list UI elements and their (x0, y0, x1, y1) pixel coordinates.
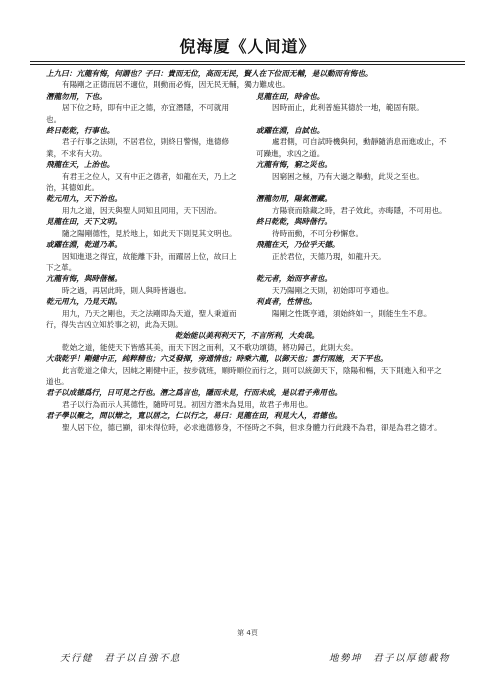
commentary-line: 方陽衰而陰藏之時，君子效此，亦晦隱，不可用也。 (272, 205, 447, 215)
commentary-line: 因時而止，此利普施其德於一地，範固有限。 (272, 103, 424, 113)
verse-line: 或躍在淵，自試也。 (256, 126, 325, 136)
commentary-line: 因知進退之得宜，故能離下卦，而躍居上位，故曰上下之革。 (46, 251, 237, 272)
verse-line: 見龍在田，天下文明。 (46, 217, 122, 227)
page-title: 倪海厦《人间道》 (179, 37, 316, 56)
commentary-line: 有君王之位人，又有中正之德者，如龍在天，乃上之治，其德如此。 (46, 171, 237, 193)
commentary-line: 天乃陽剛之天則，初始即可亨通也。 (272, 285, 394, 295)
verse-line: 君子以成德爲行，日可見之行也。潛之爲言也，隱而未見，行而未成，是以君子弗用也。 (46, 388, 343, 398)
verse-line: 亢龍有悔，窮之災也。 (256, 160, 332, 170)
verse-line: 上九曰：亢龍有悔，何謂也？子曰：貴而无位，高而无民，賢人在下位而无輔，是以動而有悔也。 (46, 69, 373, 78)
verse-line: 終日乾乾，與時偕行。 (256, 217, 332, 227)
commentary-line: 隨之陽剛德性，見於地上，如此天下則見其文明也。 (62, 228, 237, 238)
verse-line: 潛龍勿用，下也。 (46, 91, 107, 101)
verse-line: 亢龍有悔，與時偕極。 (46, 274, 122, 284)
two-column-row (46, 125, 448, 136)
two-column-row (46, 136, 448, 159)
commentary-line: 君子以行為而示人其德性，隨時可見。初因方潛未為見用，故君子弗用也。 (62, 399, 313, 409)
commentary-line: 時之過，再居此時，則人與時皆過也。 (62, 285, 192, 295)
two-column-row (46, 308, 448, 331)
commentary-line: 正於君位，天德乃現，如龍升天。 (272, 251, 386, 261)
commentary-line: 居下位之時，即有中正之德，亦宜潛隱，不可就用也。 (46, 103, 230, 124)
commentary-line: 用九，乃天之剛也，天之法剛即為天道，聖人秉道而行，得失吉凶立知於事之初，此為天則。 (46, 308, 237, 329)
two-column-row (46, 251, 448, 274)
commentary-line: 處君側，可自試時機與何，動靜隨消息而進或止，不可躁進，求凶之道。 (256, 137, 447, 158)
verse-line: 飛龍在天，上治也。 (46, 160, 115, 170)
footer-verse (60, 650, 450, 664)
two-column-row (46, 91, 448, 102)
two-column-row (46, 285, 448, 296)
verse-line: 乾元用九，乃見天則。 (46, 297, 122, 307)
verse-line: 飛龍在天，乃位乎天德。 (256, 240, 340, 250)
two-column-row (46, 296, 448, 307)
commentary-line: 乾始之道，能使天下皆感其美，而天下因之而利，又不歌功頌德，將功歸己，此則大矣。 (62, 342, 359, 352)
commentary-line: 待時而動，不可分秒懈怠。 (272, 228, 364, 238)
verse-line: 潛龍勿用，陽氣潛藏。 (256, 194, 332, 204)
verse-line: 利貞者，性情也。 (256, 297, 317, 307)
verse-line: 終日乾乾，行事也。 (46, 126, 115, 136)
commentary-line: 君子行事之法則，不居君位，則終日警惕，進德修業，不求有大功。 (46, 137, 230, 158)
footer-verse-left: 天行健 君子以自強不息 (60, 653, 182, 664)
verse-line: 大哉乾乎！剛健中正，純粹精也；六爻發揮，旁通情也；時乘六龍，以御天也；雲行雨施，天下平也。 (46, 354, 388, 364)
footer-verse-right: 地勢坤 君子以厚德載物 (328, 653, 450, 664)
verse-line: 乾元者，始而亨者也。 (256, 274, 332, 284)
commentary-line: 此言乾道之偉大，因純之剛健中正，按步就班，順時順位而行之，則可以統御天下，陰陽和暢，天下則進入和平之道也。 (46, 365, 442, 386)
body-text (46, 68, 448, 433)
two-column-row (46, 239, 448, 250)
two-column-row (46, 193, 448, 204)
verse-line-centered: 乾始能以美利利天下，不言所利，大矣哉。 (174, 331, 320, 341)
two-column-row (46, 171, 448, 194)
two-column-row (46, 216, 448, 227)
two-column-row (46, 159, 448, 170)
two-column-row (46, 205, 448, 216)
verse-line: 乾元用九，天下治也。 (46, 194, 122, 204)
header-rule (30, 61, 465, 62)
commentary-line: 聖人居下位，德已顯，卻未得位時，必求進德修身，不怪時之不與，但求身體力行此踐不為君，卻是為君之德才。 (62, 422, 442, 432)
verse-line: 見龍在田，時舍也。 (256, 91, 325, 101)
commentary-line: 有陽剛之正德而居不適位，則動而必悔，因无民无輔，獨力難成也。 (62, 80, 290, 90)
verse-line: 或躍在淵，乾道乃革。 (46, 240, 122, 250)
two-column-row (46, 273, 448, 284)
header-rule-thin (30, 64, 465, 65)
verse-line: 君子學以聚之，問以辯之，寬以居之，仁以行之，易曰：見龍在田，利見大人，君德也。 (46, 411, 343, 421)
commentary-line: 用九之道，因天與聖人同知且同用，天下因治。 (62, 205, 222, 215)
two-column-row (46, 102, 448, 125)
commentary-line: 陽剛之性既亨通，須始終如一，則能生生不息。 (272, 308, 432, 318)
page-number: 第 4頁 (237, 629, 258, 637)
two-column-row (46, 228, 448, 239)
commentary-line: 因窮困之極，乃有大過之舉動，此災之至也。 (272, 171, 424, 181)
